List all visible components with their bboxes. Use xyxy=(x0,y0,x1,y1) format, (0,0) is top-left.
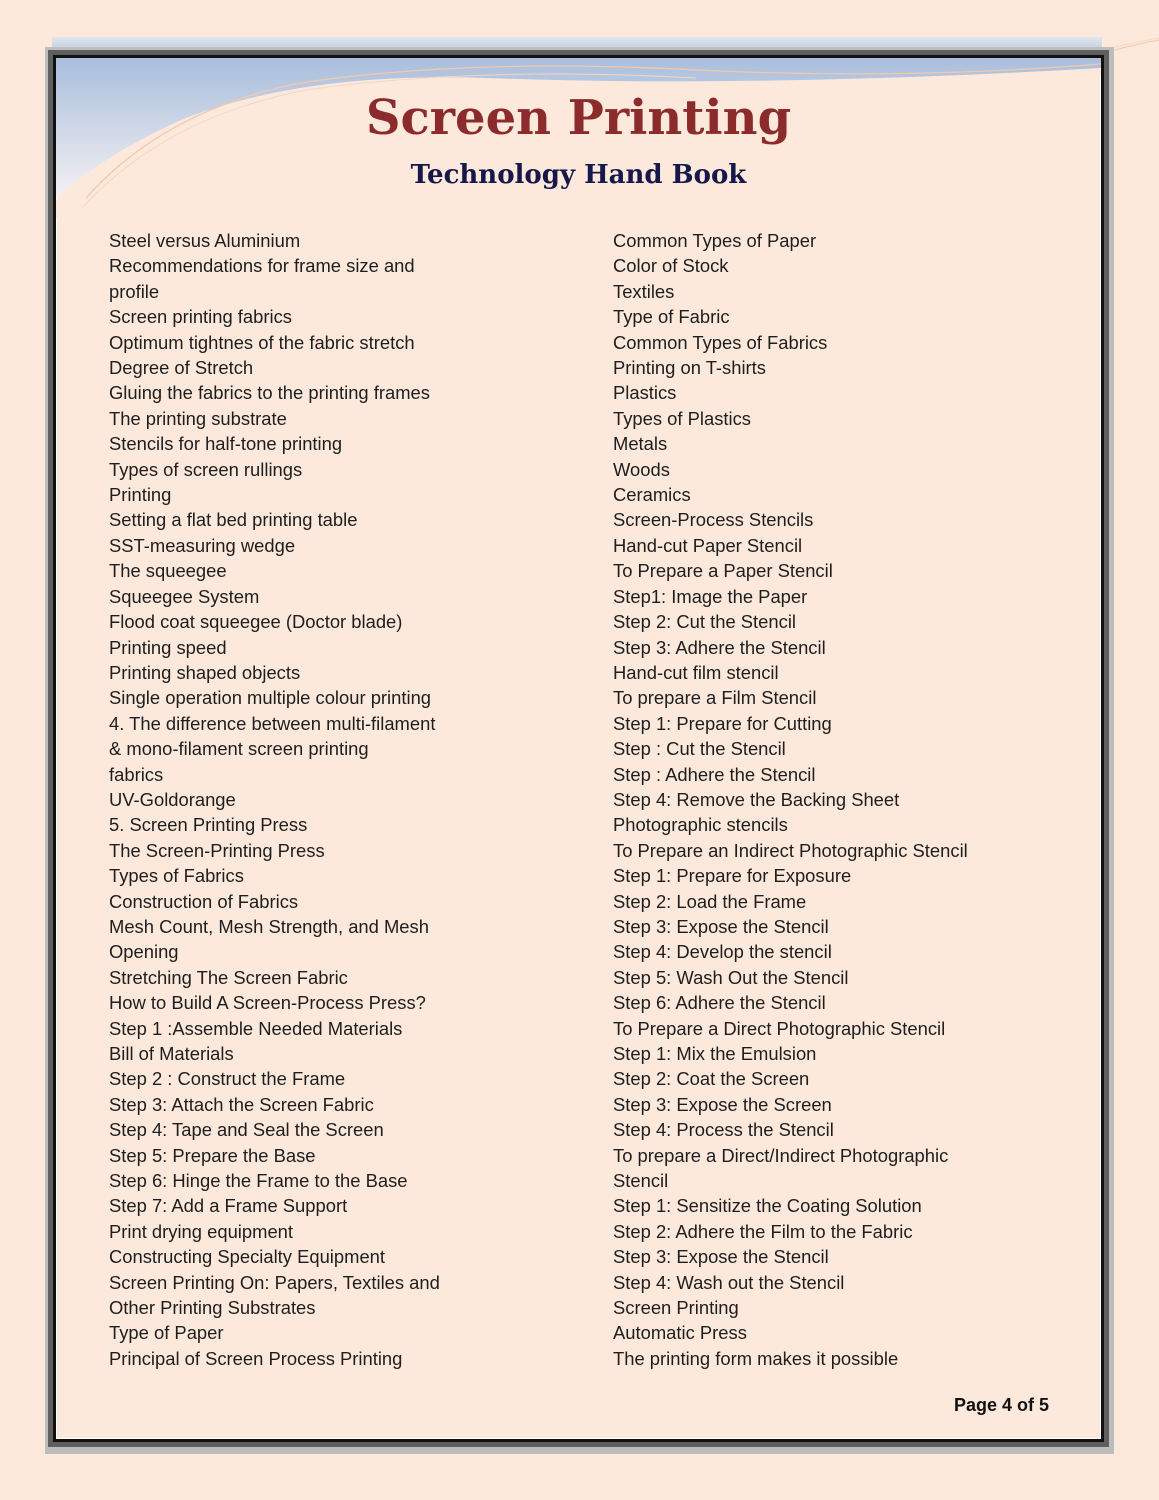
contents-item: Step 2: Adhere the Film to the Fabric xyxy=(613,1220,913,1242)
contents-list-right xyxy=(613,228,968,1371)
contents-item: Mesh Count, Mesh Strength, and Mesh xyxy=(109,915,429,937)
document-page xyxy=(56,58,1101,1439)
contents-item: Step 1: Prepare for Cutting xyxy=(613,712,832,734)
contents-item: Types of Fabrics xyxy=(109,865,244,887)
contents-item: Optimum tightnes of the fabric stretch xyxy=(109,331,415,353)
contents-item: Step 1: Mix the Emulsion xyxy=(613,1043,817,1064)
contents-item: Stencil xyxy=(613,1170,669,1192)
contents-item: Type of Fabric xyxy=(613,306,730,328)
contents-item: To prepare a Direct/Indirect Photographic xyxy=(613,1144,949,1166)
contents-item: How to Build A Screen-Process Press? xyxy=(109,992,426,1014)
contents-item: Type of Paper xyxy=(109,1322,224,1344)
contents-item: Step 4: Wash out the Stencil xyxy=(613,1271,845,1293)
contents-item: SST-measuring wedge xyxy=(109,534,296,556)
contents-item: The Screen-Printing Press xyxy=(109,839,325,861)
contents-item: Step 7: Add a Frame Support xyxy=(109,1195,348,1217)
contents-item: Step 4: Develop the stencil xyxy=(613,941,832,963)
contents-item: Construction of Fabrics xyxy=(109,890,299,912)
document-title: Screen Printing xyxy=(365,90,792,146)
contents-item: To Prepare a Paper Stencil xyxy=(613,560,833,582)
contents-item: Textiles xyxy=(613,280,675,302)
contents-item: Screen Printing xyxy=(613,1297,739,1319)
contents-item: Constructing Specialty Equipment xyxy=(109,1246,386,1268)
contents-item: To prepare a Film Stencil xyxy=(613,687,817,709)
contents-item: Screen-Process Stencils xyxy=(613,509,814,531)
contents-item: Stretching The Screen Fabric xyxy=(109,966,348,988)
contents-item: Step 3: Expose the Stencil xyxy=(613,1246,829,1268)
contents-item: Screen Printing On: Papers, Textiles and xyxy=(109,1271,440,1293)
contents-item: Hand-cut film stencil xyxy=(613,661,779,683)
contents-item: Step 2: Load the Frame xyxy=(613,890,807,912)
contents-item: Step1: Image the Paper xyxy=(613,585,808,607)
contents-item: Step 6: Hinge the Frame to the Base xyxy=(109,1170,408,1192)
contents-item: & mono-filament screen printing xyxy=(109,738,369,760)
contents-item: Step 5: Wash Out the Stencil xyxy=(613,966,849,988)
contents-item: Common Types of Paper xyxy=(613,230,817,251)
contents-item: Color of Stock xyxy=(613,255,729,277)
contents-item: fabrics xyxy=(109,763,164,785)
contents-item: Types of screen rullings xyxy=(109,458,303,480)
contents-item: Step 5: Prepare the Base xyxy=(109,1144,316,1166)
page-number: Page 4 of 5 xyxy=(953,1395,1049,1415)
contents-item: 5. Screen Printing Press xyxy=(109,814,308,836)
contents-item: Opening xyxy=(109,941,179,963)
contents-item: Woods xyxy=(613,458,670,480)
contents-item: Step 3: Expose the Screen xyxy=(613,1093,832,1115)
contents-item: Step 1 :Assemble Needed Materials xyxy=(109,1017,403,1039)
contents-list-left xyxy=(109,228,440,1371)
contents-item: Step 2 : Construct the Frame xyxy=(109,1068,346,1090)
contents-item: 4. The difference between multi-filament xyxy=(109,712,436,734)
document-subtitle: Technology Hand Book xyxy=(410,160,747,190)
contents-item: Metals xyxy=(613,433,668,455)
contents-item: Step 4: Remove the Backing Sheet xyxy=(613,788,900,810)
contents-item: Common Types of Fabrics xyxy=(613,331,828,353)
contents-item: Screen printing fabrics xyxy=(109,306,292,328)
contents-item: Bill of Materials xyxy=(109,1043,234,1064)
contents-item: Recommendations for frame size and xyxy=(109,255,415,277)
contents-item: Step 1: Sensitize the Coating Solution xyxy=(613,1195,922,1217)
contents-item: Step 2: Coat the Screen xyxy=(613,1068,810,1090)
contents-item: Ceramics xyxy=(613,484,691,506)
contents-item: Plastics xyxy=(613,382,677,404)
contents-item: Degree of Stretch xyxy=(109,357,254,379)
contents-item: Steel versus Aluminium xyxy=(109,230,301,251)
contents-item: To Prepare an Indirect Photographic Stencil xyxy=(613,839,968,861)
contents-item: Gluing the fabrics to the printing frames xyxy=(109,382,430,404)
contents-item: Step 2: Cut the Stencil xyxy=(613,611,796,633)
contents-item: Other Printing Substrates xyxy=(109,1297,316,1319)
contents-item: Squeegee System xyxy=(109,585,260,607)
contents-item: Stencils for half-tone printing xyxy=(109,433,343,455)
contents-item: Step 3: Adhere the Stencil xyxy=(613,636,826,658)
contents-item: UV-Goldorange xyxy=(109,788,236,810)
contents-item: profile xyxy=(109,280,160,302)
contents-item: Step 6: Adhere the Stencil xyxy=(613,992,826,1014)
contents-item: Step 4: Tape and Seal the Screen xyxy=(109,1119,384,1141)
contents-item: Flood coat squeegee (Doctor blade) xyxy=(109,611,403,633)
contents-item: Step : Adhere the Stencil xyxy=(613,763,816,785)
contents-item: Principal of Screen Process Printing xyxy=(109,1347,403,1369)
contents-item: Types of Plastics xyxy=(613,407,751,429)
contents-item: Photographic stencils xyxy=(613,814,788,836)
contents-item: Step 1: Prepare for Exposure xyxy=(613,865,852,887)
contents-item: The squeegee xyxy=(109,560,227,582)
contents-item: To Prepare a Direct Photographic Stencil xyxy=(613,1017,946,1039)
contents-item: Step 4: Process the Stencil xyxy=(613,1119,834,1141)
contents-item: Step 3: Expose the Stencil xyxy=(613,915,829,937)
contents-item: Single operation multiple colour printing xyxy=(109,687,432,709)
contents-item: Printing shaped objects xyxy=(109,661,301,683)
contents-item: Step : Cut the Stencil xyxy=(613,738,786,760)
contents-item: Printing on T-shirts xyxy=(613,357,766,379)
contents-item: Setting a flat bed printing table xyxy=(109,509,358,531)
contents-item: Step 3: Attach the Screen Fabric xyxy=(109,1093,374,1115)
contents-item: The printing form makes it possible xyxy=(613,1347,899,1369)
contents-item: Hand-cut Paper Stencil xyxy=(613,534,803,556)
contents-item: Automatic Press xyxy=(613,1322,747,1344)
contents-item: Printing speed xyxy=(109,636,227,658)
contents-item: Print drying equipment xyxy=(109,1220,294,1242)
contents-item: The printing substrate xyxy=(109,407,287,429)
contents-item: Printing xyxy=(109,484,172,506)
